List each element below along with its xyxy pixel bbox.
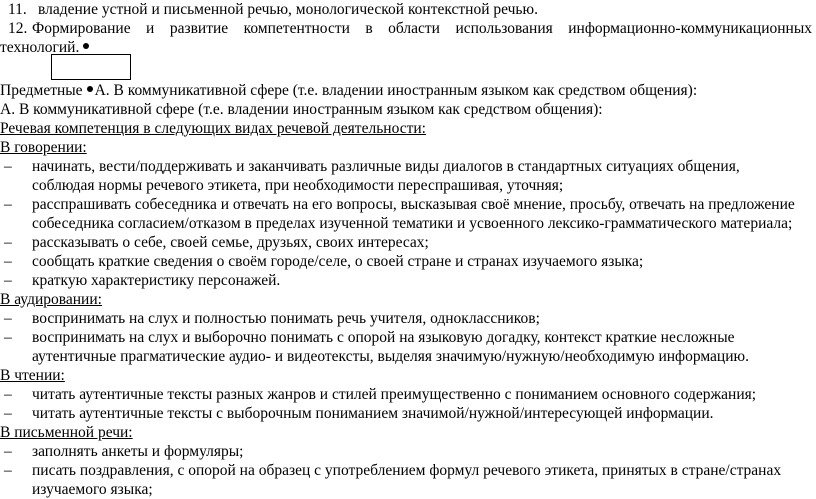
dash-icon: – <box>4 462 12 479</box>
speaking-item-2-line-1: расспрашивать собеседника и отвечать на его вопросы, высказывая своё мнение, просьбу, отвечать на предложение <box>32 196 795 213</box>
competence-heading: Речевая компетенция в следующих видах речевой деятельности: <box>0 120 426 137</box>
dash-icon: – <box>4 196 12 213</box>
dash-icon: – <box>4 253 12 270</box>
speaking-item-1-line-2: соблюдая нормы речевого этикета, при необходимости переспрашивая, уточняя; <box>32 177 564 194</box>
writing-item-2-line-1: писать поздравления, с опорой на образец с употреблением формул речевого этикета, принятых в стране/странах <box>32 462 782 479</box>
reading-item-1: читать аутентичные тексты разных жанров и стилей преимущественно с пониманием основного содержания; <box>32 386 757 403</box>
dash-icon: – <box>4 329 12 346</box>
speaking-item-2-line-2: собеседника согласием/отказом в пределах изученной тематики и усвоенного лексико-грамматического материала; <box>32 215 793 232</box>
speaking-heading: В говорении: <box>0 139 87 156</box>
dash-icon: – <box>4 405 12 422</box>
listening-item-1: воспринимать на слух и полностью понимать речь учителя, одноклассников; <box>32 310 540 327</box>
listening-item-2-line-2: аутентичные прагматические аудио- и видеотексты, выделяя значимую/нужную/необходимую информацию. <box>32 348 749 365</box>
dash-icon: – <box>4 272 12 289</box>
bullet-dot-icon <box>83 43 89 49</box>
dash-icon: – <box>4 386 12 403</box>
listening-item-2-line-1: воспринимать на слух и выборочно понимать с опорой на языковую догадку, контекст краткие несложные <box>32 329 735 346</box>
reading-heading: В чтении: <box>0 367 65 384</box>
speaking-item-5: краткую характеристику персонажей. <box>32 272 281 289</box>
item-12-number: 12. <box>8 20 28 37</box>
subject-prefix: Предметные <box>0 82 83 99</box>
item-12-line-1: Формирование и развитие компетентности в области использования информационно-коммуникационных <box>32 20 812 37</box>
dash-icon: – <box>4 234 12 251</box>
speaking-item-1-line-1: начинать, вести/поддерживать и заканчивать различные виды диалогов в стандартных ситуациях общения, <box>32 158 740 175</box>
dash-icon: – <box>4 443 12 460</box>
item-11-text: владение устной и письменной речью, монологической контекстной речью. <box>38 1 538 18</box>
item-11-number: 11. <box>8 1 27 18</box>
speaking-item-4: сообщать краткие сведения о своём городе/селе, о своей стране и странах изучаемого языка; <box>32 253 644 270</box>
writing-item-2-line-2: изучаемого языка; <box>32 481 153 498</box>
reading-item-2: читать аутентичные тексты с выборочным пониманием значимой/нужной/интересующей информации. <box>32 405 714 422</box>
bullet-dot-icon <box>87 86 93 92</box>
speaking-item-3: рассказывать о себе, своей семье, друзьях, своих интересах; <box>32 234 429 251</box>
subject-line-1 <box>0 81 697 100</box>
subject-line-2: А. В коммуникативной сфере (т.е. владении иностранным языком как средством общения): <box>0 101 603 118</box>
writing-heading: В письменной речи: <box>0 424 133 441</box>
item-12-line-2-text: технологий. <box>0 39 80 56</box>
writing-item-1: заполнять анкеты и формуляры; <box>32 443 244 460</box>
subject-line-1-rest: А. В коммуникативной сфере (т.е. владении иностранным языком как средством общения): <box>94 82 698 99</box>
empty-box <box>51 54 131 80</box>
listening-heading: В аудировании: <box>0 291 102 308</box>
dash-icon: – <box>4 310 12 327</box>
dash-icon: – <box>4 158 12 175</box>
